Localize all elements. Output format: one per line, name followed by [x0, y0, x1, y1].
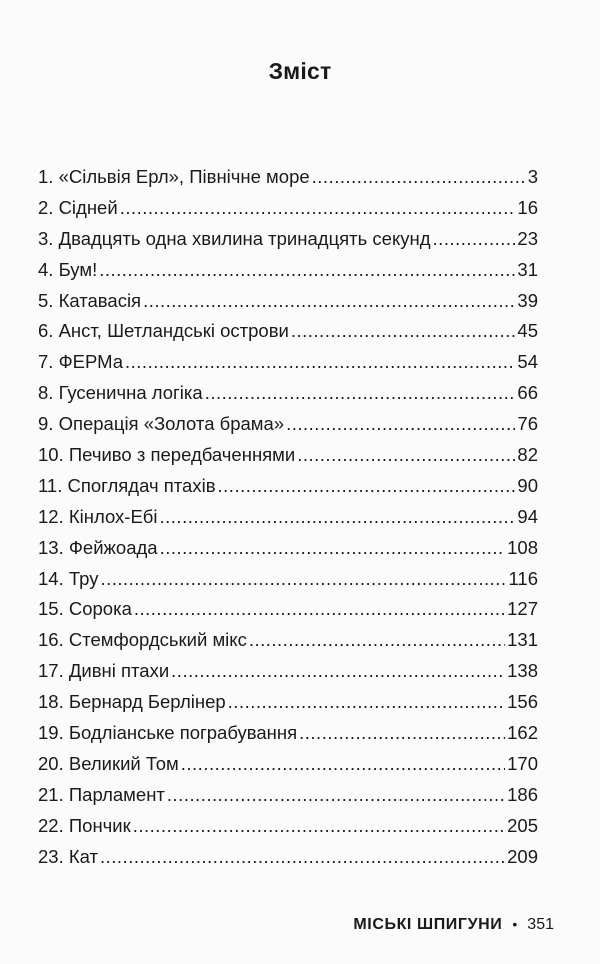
toc-entry-title: 14. Тру [38, 567, 99, 589]
dot-leader [218, 475, 516, 497]
toc-entry-title: 1. «Сільвія Ерл», Північне море [38, 166, 310, 187]
toc-entry-title: 12. Кінлох-Ебі [38, 505, 158, 527]
toc-entry-page: 209 [507, 845, 538, 867]
dot-leader [249, 629, 505, 651]
toc-entry [38, 753, 538, 784]
toc-entry [38, 722, 538, 753]
dot-leader [291, 320, 516, 342]
toc-entry-title: 20. Великий Том [38, 752, 179, 774]
footer-separator: • [512, 916, 518, 932]
toc-entry-page: 66 [517, 382, 538, 404]
toc-entry-page: 31 [517, 258, 538, 280]
page-footer [353, 916, 554, 934]
toc-entry [38, 815, 538, 846]
toc-entry-title: 19. Бодліанське пограбування [38, 722, 298, 744]
page-title: Зміст [268, 58, 332, 84]
toc-entry-page: 205 [507, 814, 538, 836]
toc-entry [38, 413, 538, 444]
dot-leader [171, 660, 505, 682]
toc-entry [38, 166, 538, 197]
dot-leader [181, 753, 505, 775]
toc-entry-title: 23. Кат [38, 845, 98, 867]
dot-leader [160, 506, 516, 528]
dot-leader [100, 846, 505, 868]
dot-leader [299, 722, 505, 744]
toc-entry-title: 5. Катавасія [38, 289, 142, 311]
toc-entry-page: 76 [517, 413, 538, 435]
toc-entry-page: 16 [517, 196, 538, 218]
dot-leader [125, 351, 515, 373]
dot-leader [286, 413, 515, 435]
toc-entry-title: 17. Дивні птахи [38, 660, 170, 682]
toc-entry [38, 598, 538, 629]
toc-entry-page: 90 [517, 474, 538, 496]
toc-entry [38, 629, 538, 660]
table-of-contents [38, 166, 538, 876]
toc-entry-title: 8. Гусенична логіка [38, 382, 203, 404]
toc-entry-title: 22. Пончик [38, 814, 131, 836]
dot-leader [312, 166, 526, 188]
toc-entry-page: 54 [517, 351, 538, 373]
toc-entry-page: 82 [517, 444, 538, 466]
toc-entry-page: 156 [507, 691, 538, 713]
toc-entry [38, 320, 538, 351]
page-number: 351 [527, 916, 554, 933]
toc-entry [38, 568, 538, 599]
dot-leader [120, 197, 516, 219]
toc-entry-title: 21. Парламент [38, 783, 165, 805]
toc-entry-page: 23 [517, 227, 538, 249]
toc-entry [38, 444, 538, 475]
toc-entry [38, 228, 538, 259]
toc-entry-page: 186 [507, 783, 538, 805]
toc-entry [38, 660, 538, 691]
toc-entry [38, 537, 538, 568]
toc-entry [38, 382, 538, 413]
dot-leader [297, 444, 515, 466]
toc-entry-title: 10. Печиво з передбаченнями [38, 444, 296, 466]
dot-leader [167, 784, 505, 806]
toc-entry-page: 45 [517, 320, 538, 342]
series-title: МІСЬКІ ШПИГУНИ [353, 916, 503, 933]
toc-entry-page: 116 [508, 567, 538, 589]
toc-entry-title: 3. Двадцять одна хвилина тринадцять секунд [38, 227, 431, 249]
toc-entry-page: 127 [507, 598, 538, 620]
toc-entry-title: 6. Анст, Шетландські острови [38, 320, 289, 342]
dot-leader [133, 815, 505, 837]
toc-entry [38, 691, 538, 722]
toc-entry-title: 9. Операція «Золота брама» [38, 413, 285, 435]
toc-entry [38, 784, 538, 815]
toc-entry-page: 138 [507, 660, 538, 682]
dot-leader [143, 290, 515, 312]
toc-entry-page: 94 [517, 505, 538, 527]
toc-entry-title: 7. ФЕРМа [38, 351, 124, 373]
dot-leader [228, 691, 505, 713]
toc-entry-title: 13. Фейжоада [38, 536, 158, 558]
toc-entry [38, 475, 538, 506]
toc-entry-page: 39 [517, 289, 538, 311]
dot-leader [160, 537, 506, 559]
toc-entry [38, 290, 538, 321]
toc-entry-page: 3 [527, 166, 538, 187]
dot-leader [100, 568, 506, 590]
toc-entry-title: 15. Сорока [38, 598, 132, 620]
toc-entry [38, 506, 538, 537]
toc-entry-title: 2. Сідней [38, 196, 118, 218]
toc-entry-title: 4. Бум! [38, 258, 98, 280]
toc-entry-page: 131 [507, 629, 538, 651]
dot-leader [134, 598, 505, 620]
toc-entry-title: 16. Стемфордський мікс [38, 629, 247, 651]
toc-entry-page: 162 [507, 722, 538, 744]
toc-entry-page: 170 [507, 752, 538, 774]
toc-entry-title: 11. Споглядач птахів [38, 474, 216, 496]
toc-entry-title: 18. Бернард Берлінер [38, 691, 226, 713]
toc-entry [38, 351, 538, 382]
toc-entry [38, 846, 538, 877]
toc-entry-page: 108 [507, 536, 538, 558]
dot-leader [99, 259, 515, 281]
toc-entry [38, 197, 538, 228]
dot-leader [433, 228, 516, 250]
toc-entry [38, 259, 538, 290]
dot-leader [205, 382, 516, 404]
